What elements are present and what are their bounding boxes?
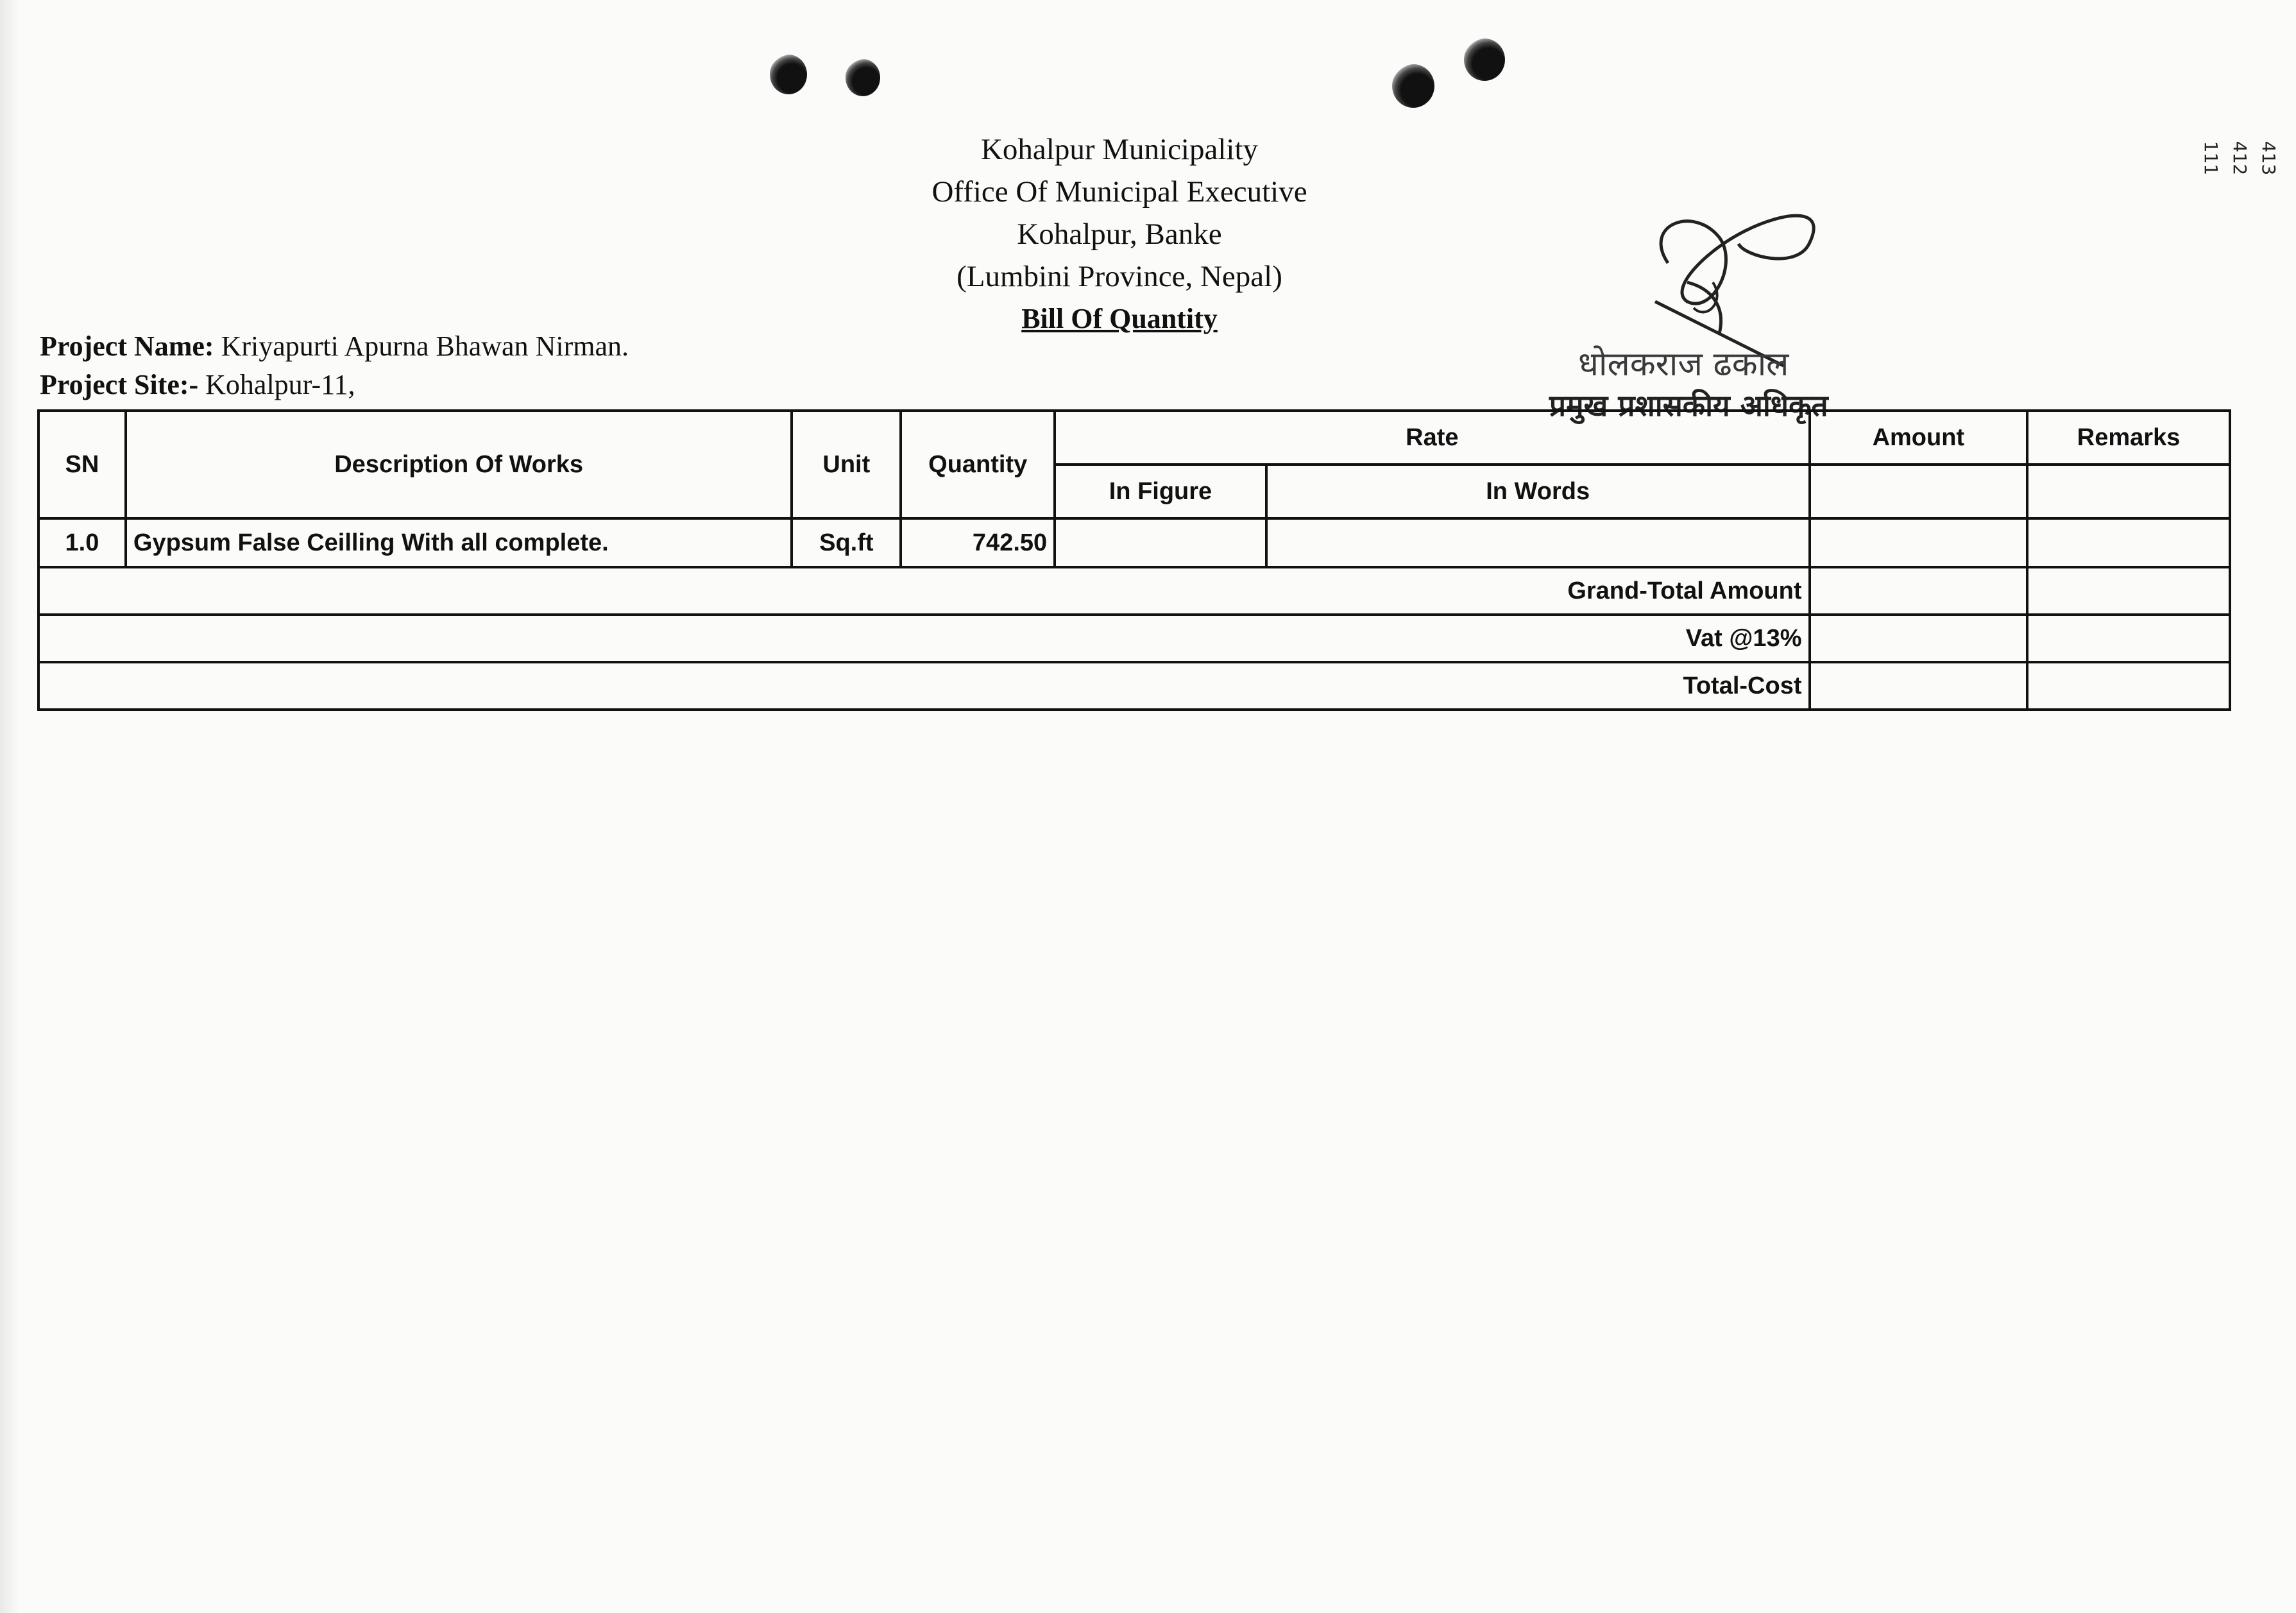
vat-amount [1810, 615, 2028, 662]
vat-label: Vat @13% [38, 615, 1810, 662]
cell-description: Gypsum False Ceilling With all complete. [126, 518, 792, 567]
total-cost-remarks [2027, 662, 2230, 710]
signatory-title: प्रमुख प्रशासकीय अधिकृत [1549, 388, 1828, 423]
punch-hole-left-2 [846, 59, 880, 96]
grand-total-label: Grand-Total Amount [38, 567, 1810, 615]
col-amount: Amount [1810, 411, 2028, 465]
col-rate: Rate [1055, 411, 1809, 465]
vat-remarks [2027, 615, 2230, 662]
col-remarks-sub [2027, 465, 2230, 518]
table-row [38, 518, 2230, 567]
page-mark-3: 413 [2258, 141, 2280, 176]
col-rate-figure: In Figure [1055, 465, 1266, 518]
cell-rate-figure [1055, 518, 1266, 567]
project-site-value: Kohalpur-11, [205, 369, 355, 400]
col-remarks: Remarks [2027, 411, 2230, 465]
col-unit: Unit [792, 411, 901, 518]
document-title: Bill Of Quantity [1021, 303, 1218, 334]
signatory-name: धोलकराज ढकाल [1578, 345, 1789, 384]
col-sn: SN [38, 411, 126, 518]
project-name-label: Project Name: [40, 330, 214, 362]
col-amount-sub [1810, 465, 2028, 518]
document-header [802, 128, 1437, 340]
province: (Lumbini Province, Nepal) [957, 260, 1282, 293]
grand-total-row [38, 567, 2230, 615]
cell-unit: Sq.ft [792, 518, 901, 567]
office-location: Kohalpur, Banke [1017, 218, 1222, 251]
punch-hole-right-2 [1464, 38, 1505, 81]
table-header-row-1 [38, 411, 2230, 465]
project-site-label: Project Site:- [40, 369, 199, 400]
col-quantity: Quantity [901, 411, 1055, 518]
vat-row [38, 615, 2230, 662]
page-mark-1: 111 [2200, 141, 2222, 176]
punch-hole-right-1 [1392, 64, 1434, 108]
grand-total-amount [1810, 567, 2028, 615]
page-mark-2: 412 [2229, 141, 2251, 176]
cell-amount [1810, 518, 2028, 567]
project-name-line [40, 327, 629, 366]
project-site-line [40, 366, 355, 404]
cell-rate-words [1266, 518, 1810, 567]
org-name: Kohalpur Municipality [980, 133, 1259, 166]
cell-sn: 1.0 [38, 518, 126, 567]
cell-remarks [2027, 518, 2230, 567]
office-name: Office Of Municipal Executive [931, 175, 1307, 209]
cell-quantity: 742.50 [901, 518, 1055, 567]
project-name-value: Kriyapurti Apurna Bhawan Nirman. [221, 330, 629, 362]
total-cost-amount [1810, 662, 2028, 710]
col-description: Description Of Works [126, 411, 792, 518]
total-cost-row [38, 662, 2230, 710]
scan-edge [0, 0, 19, 1613]
page-number-marks [2188, 122, 2284, 231]
boq-table [37, 409, 2231, 711]
grand-total-remarks [2027, 567, 2230, 615]
total-cost-label: Total-Cost [38, 662, 1810, 710]
punch-hole-left-1 [770, 55, 807, 94]
col-rate-words: In Words [1266, 465, 1810, 518]
